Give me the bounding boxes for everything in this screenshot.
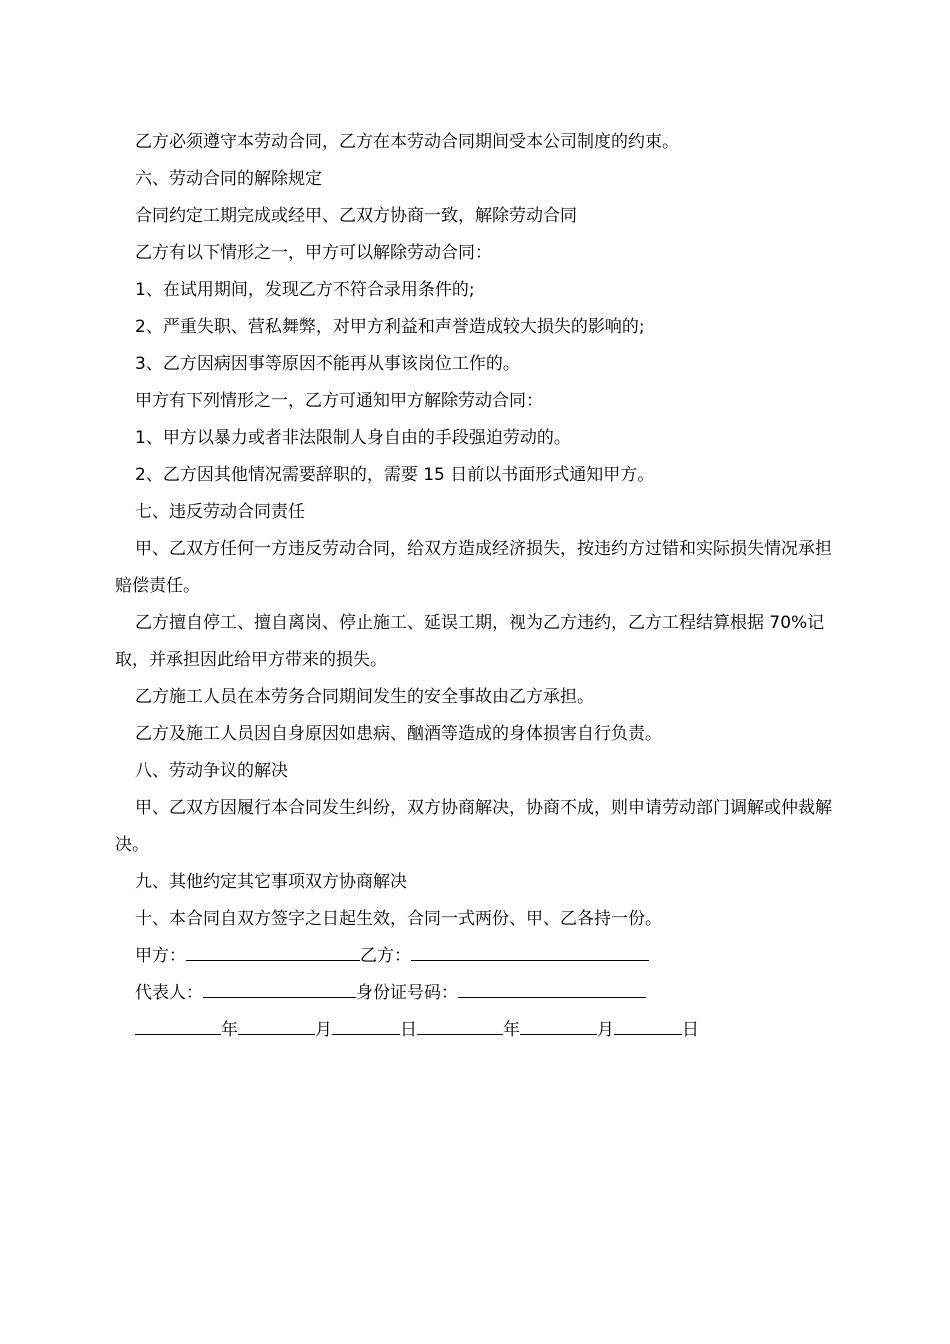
list-item: 1、在试用期间，发现乙方不符合录用条件的; — [135, 280, 475, 300]
signature-representative-line — [135, 975, 840, 1012]
id-number-blank — [458, 981, 646, 998]
paragraph: 乙方及施工人员因自身原因如患病、酗酒等造成的身体损害自行负责。 — [135, 724, 662, 744]
signature-date-line — [135, 1012, 840, 1049]
year-label: 年 — [221, 1020, 238, 1040]
section-heading: 九、其他约定其它事项双方协商解决 — [135, 872, 407, 892]
list-item: 2、严重失职、营私舞弊，对甲方利益和声誉造成较大损失的影响的; — [135, 317, 645, 337]
party-a-label: 甲方： — [135, 946, 186, 966]
list-item: 1、甲方以暴力或者非法限制人身自由的手段强迫劳动的。 — [135, 428, 571, 448]
id-number-label: 身份证号码： — [356, 983, 458, 1003]
party-b-month-blank — [520, 1018, 597, 1035]
party-a-year-blank — [135, 1018, 221, 1035]
paragraph: 乙方擅自停工、擅自离岗、停止施工、延误工期，视为乙方违约，乙方工程结算根据 70%记取，并承担因此给甲方带来的损失。 — [115, 613, 825, 670]
month-label: 月 — [597, 1020, 614, 1040]
day-label: 日 — [400, 1020, 417, 1040]
paragraph: 乙方必须遵守本劳动合同，乙方在本劳动合同期间受本公司制度的约束。 — [135, 132, 679, 152]
section-heading: 八、劳动争议的解决 — [135, 761, 288, 781]
party-a-month-blank — [238, 1018, 315, 1035]
paragraph: 甲、乙双方因履行本合同发生纠纷，双方协商解决，协商不成，则申请劳动部门调解或仲裁解决。 — [115, 798, 832, 855]
paragraph: 合同约定工期完成或经甲、乙双方协商一致，解除劳动合同 — [135, 206, 577, 226]
representative-label: 代表人： — [135, 983, 203, 1003]
party-b-label: 乙方： — [360, 946, 411, 966]
section-heading: 十、本合同自双方签字之日起生效，合同一式两份、甲、乙各持一份。 — [135, 909, 662, 929]
signature-parties-line — [135, 938, 840, 975]
paragraph: 甲、乙双方任何一方违反劳动合同，给双方造成经济损失，按违约方过错和实际损失情况承担赔偿责任。 — [115, 539, 832, 596]
month-label: 月 — [315, 1020, 332, 1040]
section-heading: 六、劳动合同的解除规定 — [135, 169, 322, 189]
party-b-day-blank — [614, 1018, 682, 1035]
document-body — [115, 124, 840, 1049]
party-a-day-blank — [332, 1018, 400, 1035]
party-a-signature-blank — [186, 944, 360, 961]
paragraph: 乙方有以下情形之一，甲方可以解除劳动合同： — [135, 243, 492, 263]
paragraph: 乙方施工人员在本劳务合同期间发生的安全事故由乙方承担。 — [135, 687, 594, 707]
party-b-signature-blank — [411, 944, 649, 961]
section-heading: 七、违反劳动合同责任 — [135, 502, 305, 522]
list-item: 3、乙方因病因事等原因不能再从事该岗位工作的。 — [135, 354, 520, 374]
representative-blank — [203, 981, 356, 998]
list-item: 2、乙方因其他情况需要辞职的，需要 15 日前以书面形式通知甲方。 — [135, 465, 655, 485]
day-label: 日 — [682, 1020, 699, 1040]
paragraph: 甲方有下列情形之一，乙方可通知甲方解除劳动合同： — [135, 391, 543, 411]
year-label: 年 — [503, 1020, 520, 1040]
party-b-year-blank — [417, 1018, 503, 1035]
